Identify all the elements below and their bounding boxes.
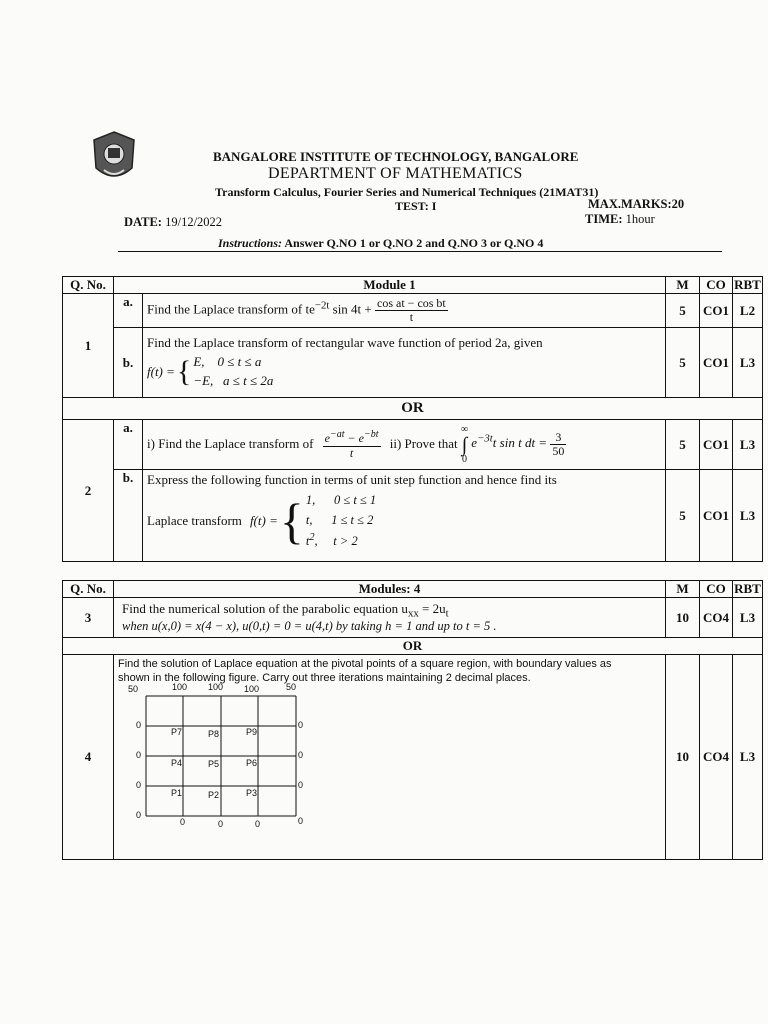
col-qno-2: Q. No. [63, 581, 114, 598]
grid-lines [126, 683, 326, 836]
q2-number: 2 [63, 420, 114, 562]
q4-text: Find the solution of Laplace equation at the pivotal points of a square region, with boundary values as shown in the following figure. Carry out three iterations maintaining 2 decimal places. 50 100 100 100 50 0 0 0 0 0 0 0 0 0 0 0 P7 P8 P9 P4 P5 P6 P1 P2 P3 [114, 655, 666, 860]
q3-marks: 10 [666, 598, 700, 638]
q1b-text: Find the Laplace transform of rectangular wave function of period 2a, given f(t) = { E, 0 ≤ t ≤ a −E, a ≤ t ≤ 2a [143, 328, 666, 398]
q1b-row [63, 328, 763, 398]
point-p8: P8 [208, 728, 220, 739]
q2b-marks: 5 [666, 470, 700, 562]
q4-number: 4 [63, 655, 114, 860]
boundary-left-2: 0 [136, 779, 142, 790]
boundary-top-3: 100 [244, 683, 260, 694]
q1a-label: a. [114, 294, 143, 328]
q1a-text: Find the Laplace transform of $te^{-2t}$ sin 4t + $\frac{\text{cos at − cos bt}}{t}$ [143, 294, 666, 328]
q2a-text: i) Find the Laplace transform of $\frac{e^{-at} - e^{-bt}}{t}$ ii) Prove that ∞ ∫ 0 $e^{-3t}t$ sin t dt = $\frac{3}{50}$ [143, 420, 666, 470]
q2b-co: CO1 [700, 470, 733, 562]
q4-co: CO4 [700, 655, 733, 860]
col-co: CO [700, 277, 733, 294]
boundary-left-3: 0 [136, 809, 142, 820]
module4-table [62, 580, 763, 860]
q1b-co: CO1 [700, 328, 733, 398]
q2a-row [63, 420, 763, 470]
q3-co: CO4 [700, 598, 733, 638]
boundary-left-0: 0 [136, 719, 142, 730]
q1a-co: CO1 [700, 294, 733, 328]
boundary-bottom-1: 0 [218, 818, 224, 829]
point-p3: P3 [246, 787, 258, 798]
or-separator-2: OR [63, 638, 763, 655]
department-name: DEPARTMENT OF MATHEMATICS [268, 165, 523, 182]
header-rule [118, 251, 722, 252]
q1-number: 1 [63, 294, 114, 398]
col-m-2: M [666, 581, 700, 598]
q4-row [63, 655, 763, 860]
q1a-rbt: L2 [733, 294, 763, 328]
col-m: M [666, 277, 700, 294]
boundary-top-1: 100 [172, 681, 188, 692]
institute-name: BANGALORE INSTITUTE OF TECHNOLOGY, BANGALORE [213, 149, 579, 164]
test-label: TEST: I [395, 199, 437, 213]
boundary-right-3: 0 [298, 815, 304, 826]
point-p4: P4 [171, 757, 183, 768]
col-co-2: CO [700, 581, 733, 598]
module1-table [62, 276, 763, 562]
boundary-top-2: 100 [208, 681, 224, 692]
boundary-left-1: 0 [136, 749, 142, 760]
max-marks: MAX.MARKS:20 [588, 197, 685, 211]
col-modules-2: Modules: 4 [114, 581, 666, 598]
q2a-rbt: L3 [733, 420, 763, 470]
q4-marks: 10 [666, 655, 700, 860]
time-line: TIME: 1hour [585, 212, 655, 226]
institute-logo [90, 130, 138, 186]
col-module: Module 1 [114, 277, 666, 294]
q1a-row [63, 294, 763, 328]
course-title: Transform Calculus, Fourier Series and Numerical Techniques (21MAT31) [215, 185, 599, 199]
boundary-top-4: 50 [286, 681, 297, 692]
date-line: DATE: 19/12/2022 [124, 215, 223, 229]
q1a-marks: 5 [666, 294, 700, 328]
or-separator-1: OR [63, 398, 763, 420]
point-p2: P2 [208, 789, 220, 800]
q2a-co: CO1 [700, 420, 733, 470]
q3-text: Find the numerical solution of the parabolic equation $u_{xx} = 2u_t$ when u(x,0) = x(4 − x), u(0,t) = 0 = u(4,t) by taking h = 1 and up to t = 5 . [114, 598, 666, 638]
point-p6: P6 [246, 757, 258, 768]
col-qno: Q. No. [63, 277, 114, 294]
q2b-text: Express the following function in terms of unit step function and hence find its Laplace transform f(t) = { 1, 0 ≤ t ≤ 1 t, 1 ≤ t ≤ 2 $t^2$, t > 2 [143, 470, 666, 562]
boundary-right-1: 0 [298, 749, 304, 760]
point-p7: P7 [171, 726, 183, 737]
q2b-row [63, 470, 763, 562]
q1b-rbt: L3 [733, 328, 763, 398]
col-rbt: RBT [734, 277, 761, 292]
instructions: Instructions: Answer Q.NO 1 or Q.NO 2 and Q.NO 3 or Q.NO 4 [218, 236, 544, 250]
q2b-label: b. [114, 470, 143, 562]
point-p1: P1 [171, 787, 183, 798]
point-p5: P5 [208, 758, 220, 769]
q1b-marks: 5 [666, 328, 700, 398]
q3-row [63, 598, 763, 638]
boundary-right-2: 0 [298, 779, 304, 790]
q2a-marks: 5 [666, 420, 700, 470]
q4-rbt: L3 [733, 655, 763, 860]
boundary-top-0: 50 [128, 683, 139, 694]
laplace-grid-figure [126, 681, 326, 836]
q2a-label: a. [114, 420, 143, 470]
col-rbt-2: RBT [734, 581, 761, 596]
q1b-label: b. [114, 328, 143, 398]
boundary-bottom-0: 0 [180, 816, 186, 827]
q2b-rbt: L3 [733, 470, 763, 562]
q3-rbt: L3 [733, 598, 763, 638]
boundary-right-0: 0 [298, 719, 304, 730]
point-p9: P9 [246, 726, 258, 737]
boundary-bottom-2: 0 [255, 818, 261, 829]
q3-number: 3 [63, 598, 114, 638]
